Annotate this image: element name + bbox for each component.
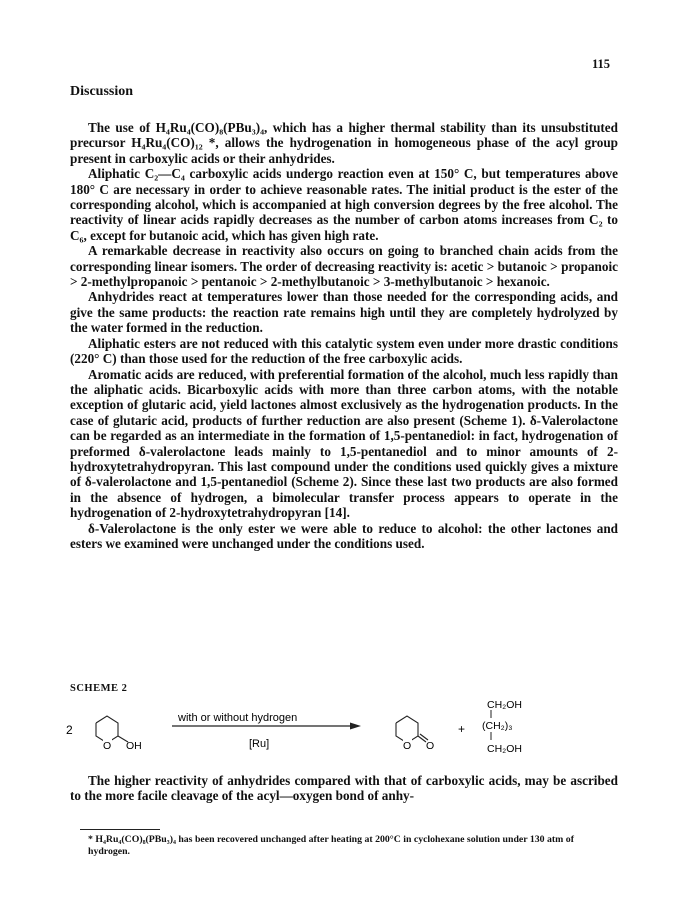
arrow-condition-top: with or without hydrogen xyxy=(178,712,298,724)
scheme-label: SCHEME 2 xyxy=(70,683,128,694)
footnote: * H₄Ru₄(CO)₈(PBu₃)₄ has been recovered unchanged after heating at 200°C in cyclohexane solution under 130 atm of hydrogen. xyxy=(88,834,574,857)
lactone-ring-oxygen: O xyxy=(403,740,412,752)
paragraph-aromatic-acids: Aromatic acids are reduced, with preferential formation of the alcohol, much less rapidly than the aliphatic acids. Bicarboxylic acids with more than three carbon atoms, with the notable exception of glutaric acid, yield lactones almost exclusively as the hydrogenation products. In the case of glutaric acid, products of further reduction are also present (Scheme 1). δ-Valerolactone can be regarded as an intermediate in the formation of 1,5-pentanediol: in fact, hydrogenation of preformed δ-valerolactone leads mainly to 1,5-pentanediol and to minor amounts of 2-hydroxytetrahydropyran. This last compound under the conditions used quickly gives a mixture of δ-valerolactone and 1,5-pentanediol (Scheme 2). Since these last two products are also formed in the absence of hydrogen, a bimolecular transfer process appears to operate in the hydrogenation of 2-hydroxytetrahydropyran [14]. xyxy=(70,366,618,521)
lactone-ring xyxy=(396,716,428,743)
diol-bottom-group: CH₂OH xyxy=(487,743,522,755)
footnote-rule xyxy=(80,829,160,830)
scheme-2-diagram xyxy=(60,695,640,765)
paragraph-anhydride-reactivity: The higher reactivity of anhydrides compared with that of carboxylic acids, may be ascribed to the more facile cleavage of the acyl—oxygen bond of anhy- xyxy=(70,773,618,804)
reactant-ring xyxy=(96,716,128,743)
lactone-carbonyl-oxygen: O xyxy=(426,740,435,752)
diol-middle-group: (CH₂)₃ xyxy=(482,720,513,732)
page-number: 115 xyxy=(591,57,610,71)
scheme-plus: + xyxy=(458,722,466,736)
diol-top-group: CH₂OH xyxy=(487,699,522,711)
reactant-hydroxyl: OH xyxy=(126,740,142,752)
paragraph-catalyst-intro: The use of H₄Ru₄(CO)₈(PBu₃)₄, which has a higher thermal stability than its unsubstituted precursor H₄Ru₄(CO)₁₂ *, allows the hydrogenation in homogeneous phase of the acyl group present in carboxylic acids or their anhydrides. xyxy=(70,120,618,166)
scheme-coefficient: 2 xyxy=(66,723,73,737)
paragraph-branched-acids: A remarkable decrease in reactivity also occurs on going to branched chain acids from the corresponding linear isomers. The order of decreasing reactivity is: acetic > butanoic > propanoic > 2-methylpropanoic > pentanoic > 2-methylbutanoic > 3-methylbutanoic > hexanoic. xyxy=(70,243,618,290)
scheme-2-svg xyxy=(60,695,640,765)
paragraph-aliphatic-esters: Aliphatic esters are not reduced with this catalytic system even under more drastic conditions (220° C) than those used for the reduction of the free carboxylic acids. xyxy=(70,335,618,367)
section-heading: Discussion xyxy=(70,84,134,99)
paragraph-anhydrides: Anhydrides react at temperatures lower than those needed for the corresponding acids, and give the same products: the reaction rate remains high until they are completely hydrolyzed by the water formed in the reduction. xyxy=(70,289,618,336)
reaction-arrow-head xyxy=(350,723,361,730)
continued-body xyxy=(70,773,618,804)
paragraph-valerolactone: δ-Valerolactone is the only ester we were able to reduce to alcohol: the other lactones and esters we examined were unchanged under the conditions used. xyxy=(70,520,618,551)
discussion-body xyxy=(70,120,618,551)
reactant-ring-oxygen: O xyxy=(103,740,112,752)
paragraph-aliphatic-acids: Aliphatic C₂—C₄ carboxylic acids undergo reaction even at 150° C, but temperatures above 180° C are necessary in order to achieve reasonable rates. The initial product is the ester of the corresponding alcohol, which is accompanied at high conversion degrees by the free alcohol. The reactivity of linear acids rapidly decreases as the number of carbon atoms increases from C₂ to C₆, except for butanoic acid, which has given high rate. xyxy=(70,166,618,243)
arrow-catalyst-bottom: [Ru] xyxy=(249,738,270,750)
